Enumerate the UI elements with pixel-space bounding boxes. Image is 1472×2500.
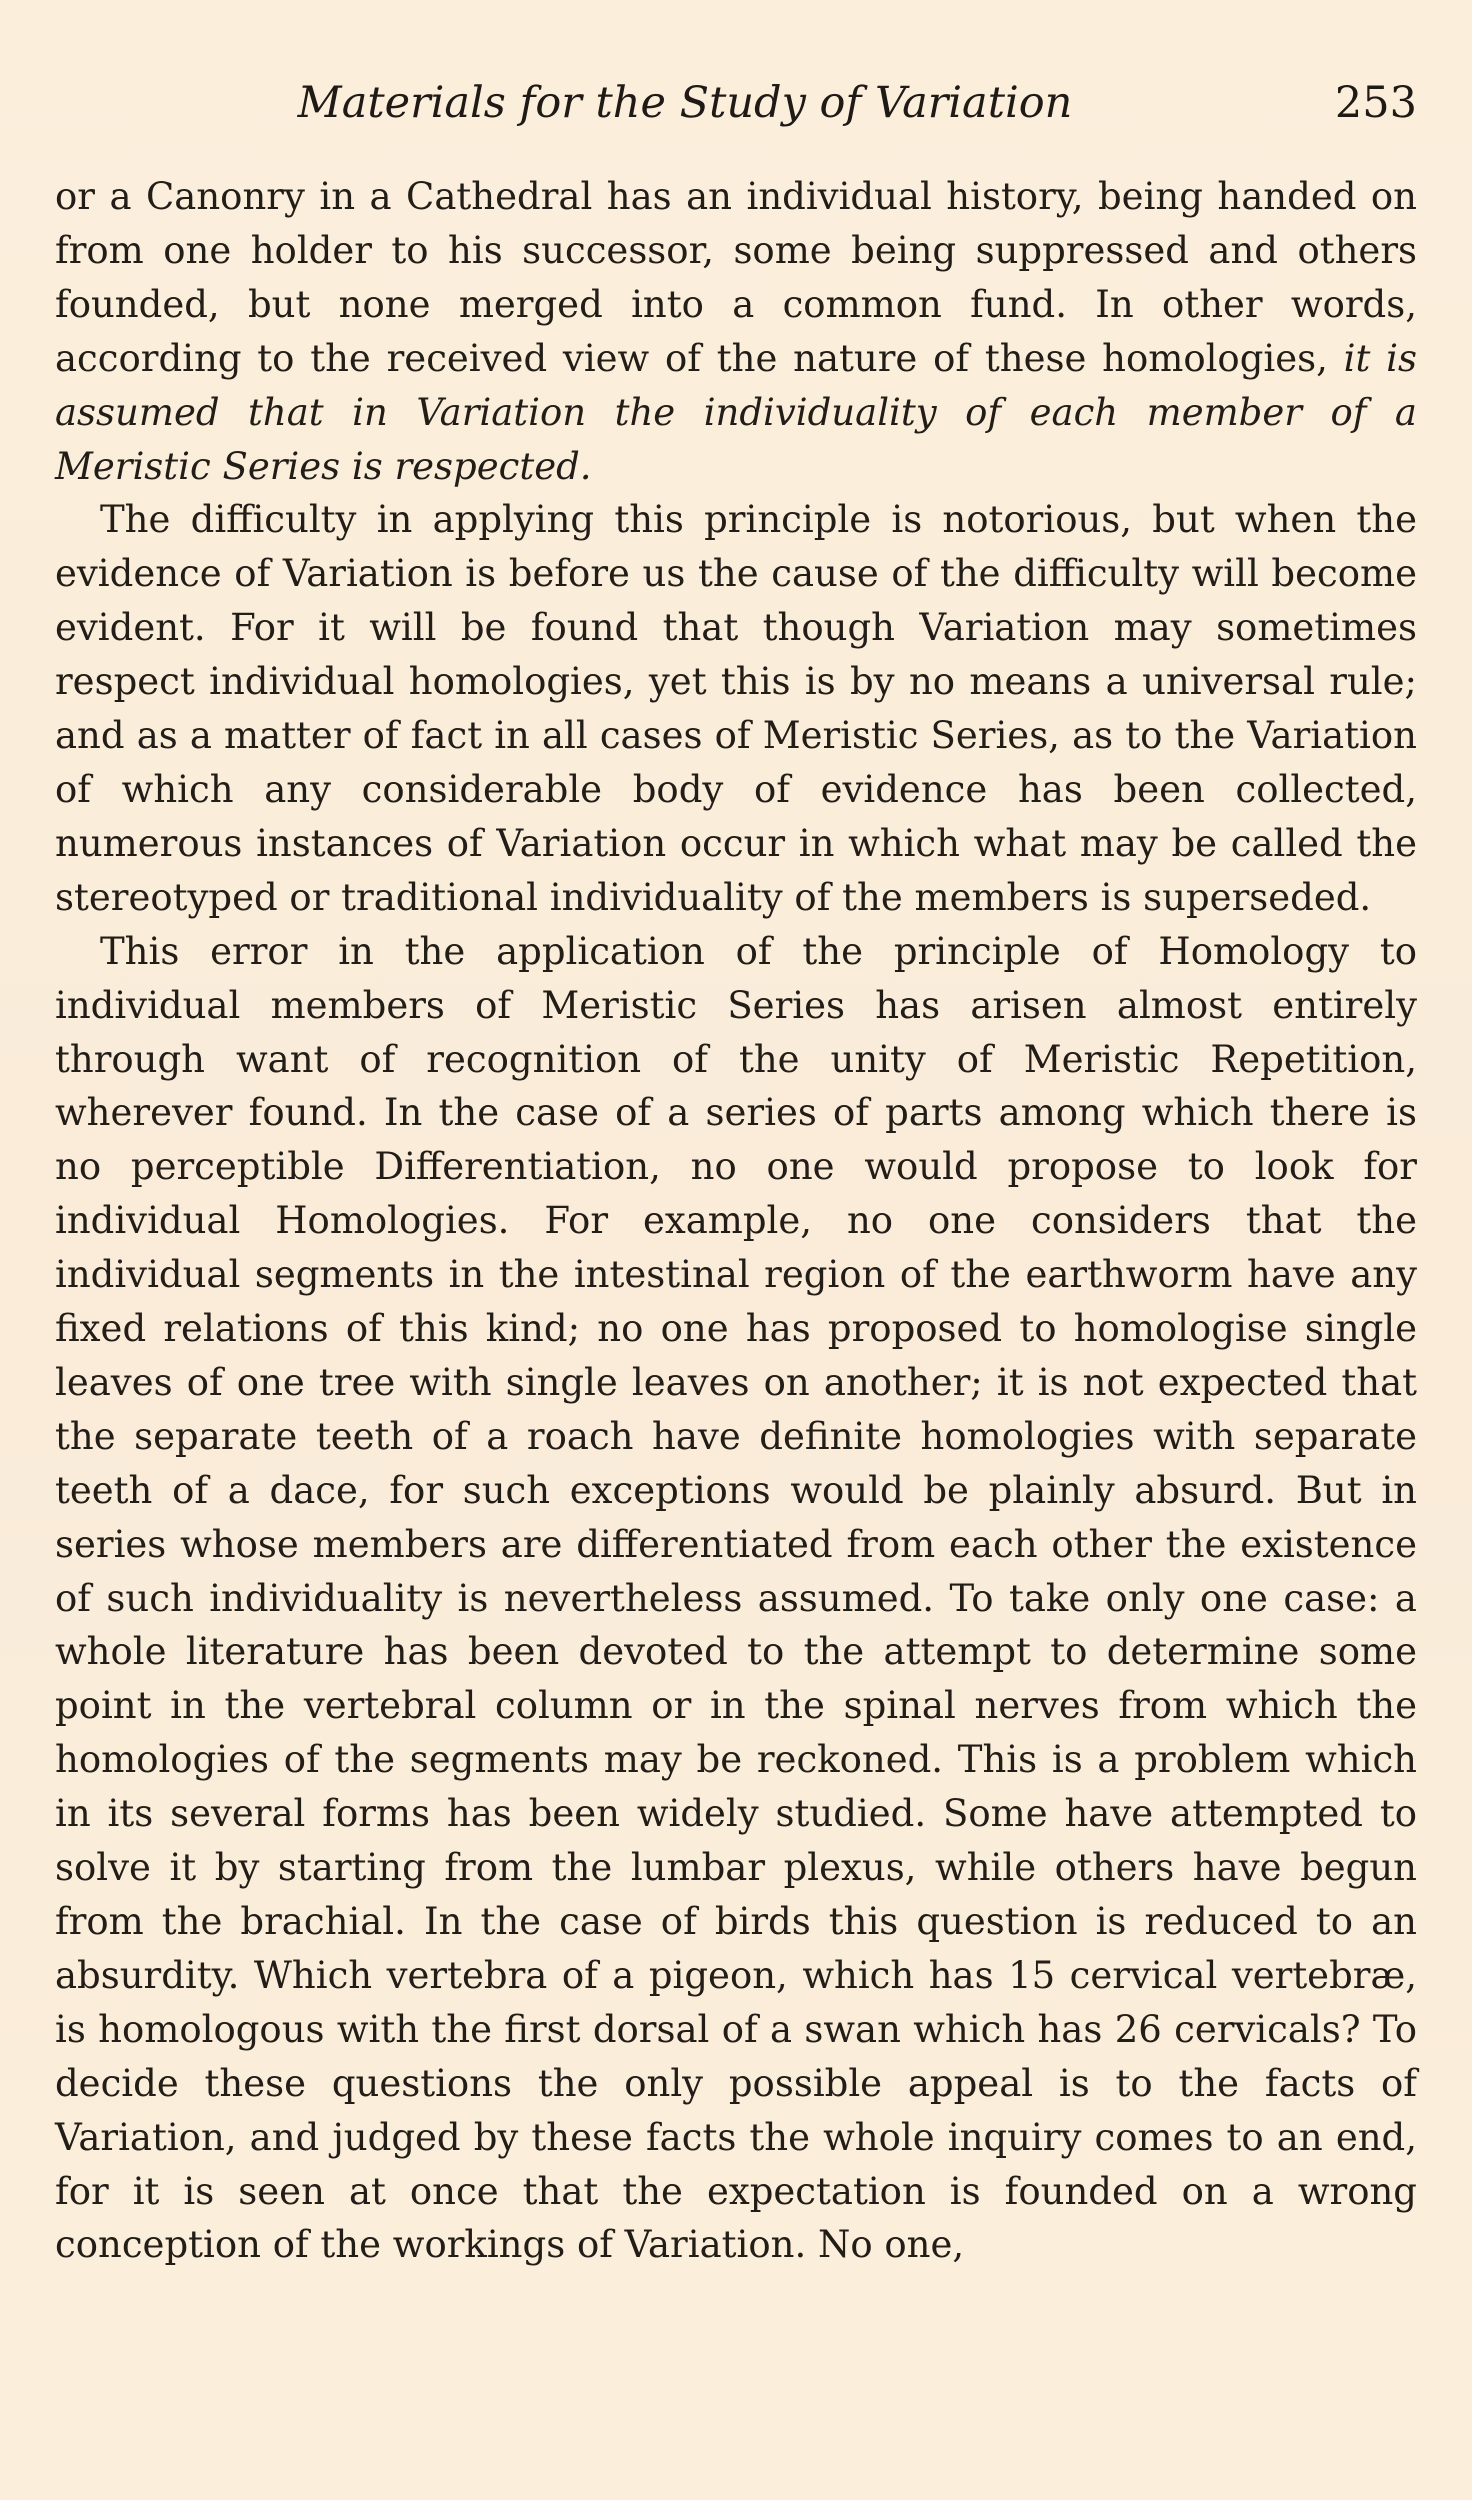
page-header bbox=[55, 78, 1417, 148]
running-title: Materials for the Study of Variation bbox=[297, 78, 1073, 128]
page-number: 253 bbox=[1334, 78, 1417, 128]
paragraph-1-emphasis: it is assumed that in Variation the individuality of each member of a Meristic Series is respected. bbox=[55, 336, 1417, 488]
body-text bbox=[55, 170, 1417, 2272]
paragraph-2: The difficulty in applying this principle is notorious, but when the evidence of Variation is before us the cause of the difficulty will become evident. For it will be found that though Variation may sometimes respect individual homologies, yet this is by no means a universal rule; and as a matter of fact in all cases of Meristic Series, as to the Variation of which any considerable body of evidence has been collected, numerous instances of Variation occur in which what may be called the stereotyped or traditional individuality of the members is superseded. bbox=[55, 498, 1417, 919]
paragraph-1 bbox=[55, 170, 1417, 493]
paragraph-1-text: or a Canonry in a Cathedral has an individual history, being handed on from one holder to his successor, some being suppressed and others founded, but none merged into a common fund. In other words, according to the received view of the nature of these homologies, bbox=[55, 175, 1417, 380]
paragraph-3: This error in the application of the principle of Homology to individual members of Meristic Series has arisen almost entirely through want of recognition of the unity of Meristic Repetition, wherever found. In the case of a series of parts among which there is no perceptible Differentiation, no one would propose to look for individual Homologies. For example, no one considers that the individual segments in the intestinal region of the earthworm have any fixed relations of this kind; no one has proposed to homologise single leaves of one tree with single leaves on another; it is not expected that the separate teeth of a roach have definite homologies with separate teeth of a dace, for such exceptions would be plainly absurd. But in series whose members are differentiated from each other the existence of such individuality is nevertheless assumed. To take only one case: a whole literature has been devoted to the attempt to determine some point in the vertebral column or in the spinal nerves from which the homologies of the segments may be reckoned. This is a problem which in its several forms has been widely studied. Some have attempted to solve it by starting from the lumbar plexus, while others have begun from the brachial. In the case of birds this question is reduced to an absurdity. Which vertebra of a pigeon, which has 15 cervical vertebræ, is homologous with the first dorsal of a swan which has 26 cervicals? To decide these questions the only possible appeal is to the facts of Variation, and judged by these facts the whole inquiry comes to an end, for it is seen at once that the expectation is founded on a wrong conception of the workings of Variation. No one, bbox=[55, 929, 1417, 2267]
